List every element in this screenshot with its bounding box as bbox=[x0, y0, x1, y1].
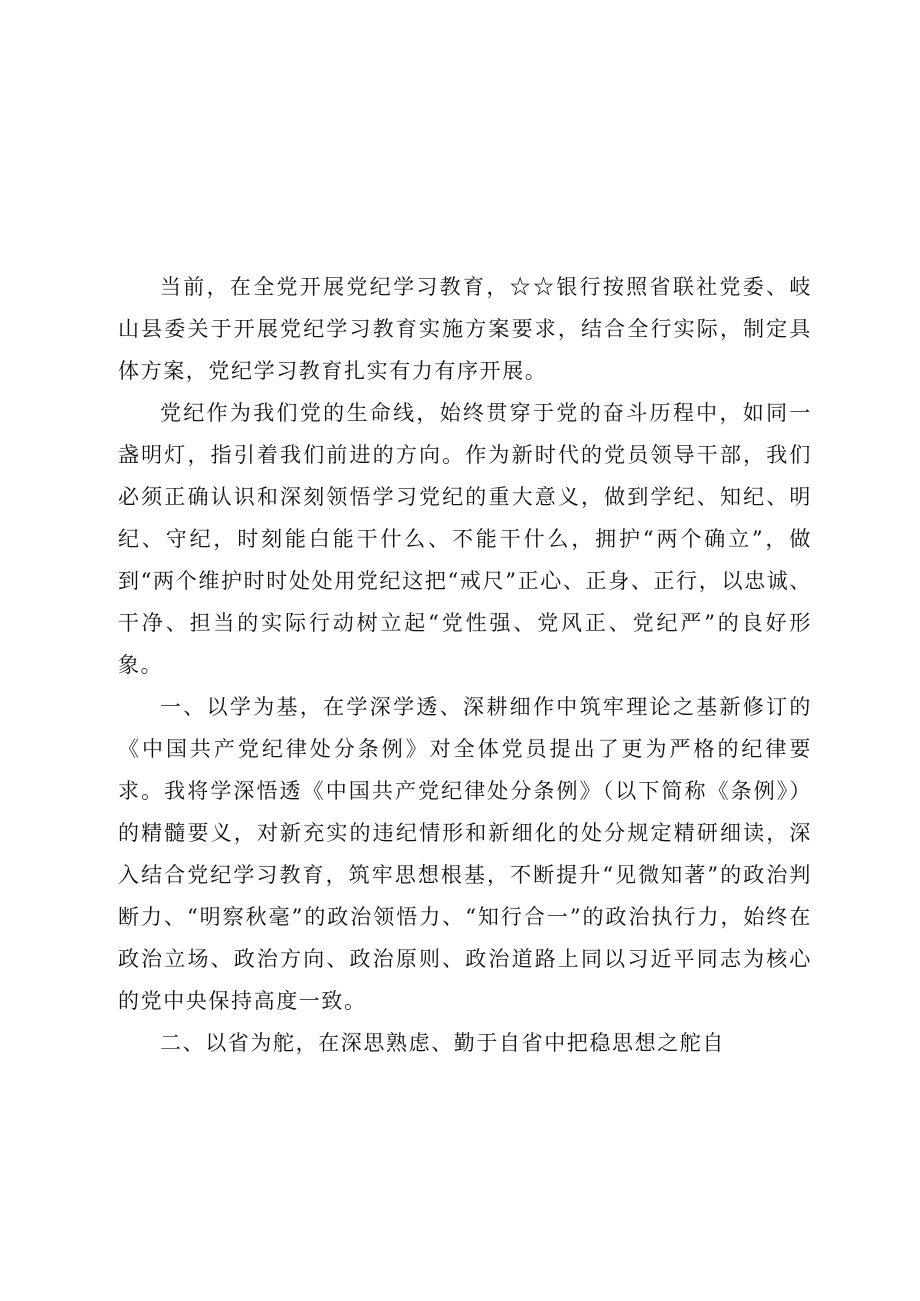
paragraph-section-two: 二、以省为舵，在深思熟虑、勤于自省中把稳思想之舵自 bbox=[160, 1031, 725, 1055]
paragraph-party-discipline: 党纪作为我们党的生命线，始终贯穿于党的奋斗历程中，如同一盏明灯，指引着我们前进的方向。作为新时代的党员领导干部，我们必须正确认识和深刻领悟学习党纪的重大意义，做到学纪、知纪、明纪、守纪，时刻能白能干什么、不能干什么，拥护“两个确立”，做到“两个维护时时处处用党纪这把“戒尺”正心、正身、正行，以忠诚、干净、担当的实际行动树立起“党性强、党风正、党纪严”的良好形象。 bbox=[118, 401, 812, 677]
document-body bbox=[118, 266, 812, 1064]
paragraph-section-one: 一、以学为基，在学深学透、深耕细作中筑牢理论之基新修订的《中国共产党纪律处分条例》对全体党员提出了更为严格的纪律要求。我将学深悟透《中国共产党纪律处分条例》（以下简称《条例》）的精髓要义，对新充实的违纪情形和新细化的处分规定精研细读，深入结合党纪学习教育，筑牢思想根基，不断提升“见微知著”的政治判断力、“明察秋毫”的政治领悟力、“知行合一”的政治执行力，始终在政治立场、政治方向、政治原则、政治道路上同以习近平同志为核心的党中央保持高度一致。 bbox=[118, 695, 812, 1013]
paragraph-intro: 当前，在全党开展党纪学习教育，☆☆银行按照省联社党委、岐山县委关于开展党纪学习教育实施方案要求，结合全行实际，制定具体方案，党纪学习教育扎实有力有序开展。 bbox=[118, 275, 812, 383]
